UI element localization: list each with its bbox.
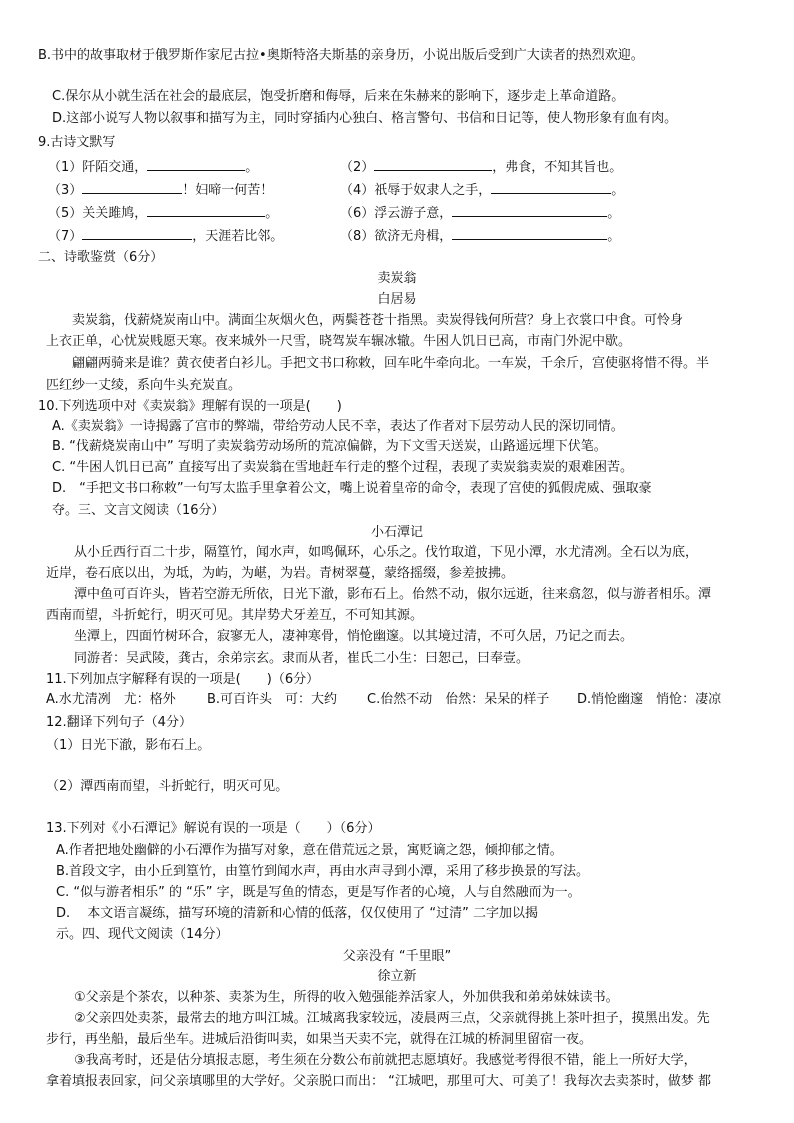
q8-option-d: D.这部小说写人物以叙事和描写为主，同时穿插内心独白、格言警句、书信和日记等，使人物形象有血有肉。 [52,111,678,126]
q13-stem: 13.下列对《小石潭记》解说有误的一项是（ ）（6分） [46,821,381,836]
q10-option-c: C. “牛困人饥日已高” 直接写出了卖炭翁在雪地赶车行走的整个过程，表现了卖炭翁卖炭的艰难困苦。 [52,460,633,475]
q11-option-c: C.佁然不动 佁然：呆呆的样子 [367,692,550,707]
modern-title: 父亲没有 “千里眼” [342,949,452,964]
q8-option-b: B.书中的故事取材于俄罗斯作家尼古拉•奥斯特洛夫斯基的亲身历，小说出版后受到广大读者的热烈欢迎。 [38,48,644,63]
q13-option-d-cont: 示。四、现代文阅读（14分） [56,927,229,942]
poem-line: 卖炭翁，伐薪烧炭南山中。满面尘灰烟火色，两鬓苍苍十指黑。卖炭得钱何所营？身上衣裳口中食。可怜身 [72,313,684,328]
q9-item-8: （8）欲济无舟楫， 。 [340,226,620,246]
q11-option-b: B.可百许头 可：大约 [207,692,338,707]
section-heading: 二、诗歌鉴赏（6分） [38,250,164,265]
poem-author: 白居易 [377,292,417,307]
modern-line: ③我高考时，还是估分填报志愿，考生须在分数公布前就把志愿填好。我感觉考得很不错，能上一所好大学， [74,1053,697,1068]
q9-item-2: （2） ，弗食，不知其旨也。 [340,157,622,177]
q9-item-7: （7） ，天涯若比邻。 [48,226,283,246]
q10-option-b: B. “伐薪烧炭南山中” 写明了卖炭翁劳动场所的荒凉偏僻，为下文雪天送炭，山路遥远埋下伏笔。 [52,439,607,454]
modern-author: 徐立新 [377,969,417,984]
q9-title: 9.古诗文默写 [38,135,116,150]
q11-option-d: D.悄怆幽邃 悄怆：凄凉 [577,692,722,707]
essay-title: 小石潭记 [370,525,423,540]
q12-sentence-2: （2）潭西南而望，斗折蛇行，明灭可见。 [46,779,289,794]
q11-option-a: A.水尤清冽 尤：格外 [46,692,176,707]
modern-line: 步行，再坐船，最后坐车。进城后沿街叫卖，如果当天卖不完，就得在江城的桥洞里留宿一夜。 [46,1032,593,1047]
modern-line: 拿着填报表回家，问父亲填哪里的大学好。父亲脱口而出： “江城吧，那里可大、可美了！我每次去卖茶时，做梦 都 [46,1074,712,1089]
answer-blank[interactable] [147,203,265,217]
modern-line: ①父亲是个茶农，以种茶、卖茶为生，所得的收入勉强能养活家人，外加供我和弟弟妹妹读书。 [74,990,619,1005]
answer-blank[interactable] [82,226,192,240]
essay-line: 从小丘西行百二十步，隔篁竹，闻水声，如鸣佩环，心乐之。伐竹取道，下见小潭，水尤清冽。全石以为底， [74,545,699,560]
q9-item-1: （1）阡陌交通， 。 [48,157,258,177]
q9-item-5: （5）关关雎鸠， 。 [48,203,278,223]
q9-item-6: （6）浮云游子意， 。 [340,203,620,223]
q12-sentence-1: （1）日光下澈，影布石上。 [46,738,211,753]
q11-stem: 11.下列加点字解释有误的一项是( )（6分） [46,672,320,687]
answer-blank[interactable] [491,180,611,194]
q9-item-4: （4）祇辱于奴隶人之手， 。 [340,180,624,200]
q8-option-c: C.保尔从小就生活在社会的最底层，饱受折磨和侮辱，后来在朱赫来的影响下，逐步走上革命道路。 [52,89,625,104]
essay-line: 近岸，卷石底以出，为坻，为屿，为嵁，为岩。青树翠蔓，蒙络摇缀，参差披拂。 [46,566,515,581]
q10-option-a: A.《卖炭翁》一诗揭露了宫市的弊端，带给劳动人民不幸，表达了作者对下层劳动人民的深切同情。 [52,419,624,434]
answer-blank[interactable] [374,157,492,171]
q13-option-c: C. “似与游者相乐” 的 “乐” 字，既是写鱼的情态，更是写作者的心境，人与自然融而为一。 [56,885,581,900]
answer-blank[interactable] [452,226,607,240]
q10-option-d-cont: 夺。三、文言文阅读（16分） [52,503,225,518]
poem-title: 卖炭翁 [377,271,417,286]
q13-option-d: D. 本文语言凝练，描写环境的清新和心情的低落，仅仅使用了 “过清” 二字加以揭 [56,906,539,921]
essay-line: 同游者：吴武陵，龚古，余弟宗玄。隶而从者，崔氏二小生：曰恕己，曰奉壹。 [74,651,530,666]
modern-line: ②父亲四处卖茶，最常去的地方叫江城。江城离我家较远，凌晨两三点，父亲就得挑上茶叶担子，摸黑出发。先 [74,1011,710,1026]
poem-line: 翩翩两骑来是谁？黄衣使者白衫儿。手把文书口称敕，回车叱牛牵向北。一车炭，千余斤，宫使驱将惜不得。半 [72,356,710,371]
essay-line: 西南而望，斗折蛇行，明灭可见。其岸势犬牙差互，不可知其源。 [46,608,424,623]
poem-line: 上衣正单，心忧炭贱愿天寒。夜来城外一尺雪，晓驾炭车辗冰辙。牛困人饥日已高，市南门外泥中歇。 [46,334,632,349]
q10-option-d: D. “手把文书口称敕”一句写太监手里拿着公文，嘴上说着皇帝的命令，表现了宫使的狐假虎威、强取豪 [52,481,652,496]
answer-blank[interactable] [147,157,245,171]
q13-option-a: A.作者把地处幽僻的小石潭作为描写对象，意在借荒远之景，寓贬谪之怨，倾抑郁之情。 [56,843,563,858]
essay-line: 潭中鱼可百许头，皆若空游无所依，日光下澈，影布石上。佁然不动，俶尔远逝，往来翕忽，似与游者相乐。潭 [74,587,712,602]
poem-line: 匹红纱一丈绫，系向牛头充炭直。 [46,378,242,393]
essay-line: 坐潭上，四面竹树环合，寂寥无人，凄神寒骨，悄怆幽邃。以其境过清，不可久居，乃记之而去。 [74,629,634,644]
answer-blank[interactable] [452,203,607,217]
answer-blank[interactable] [82,180,182,194]
q13-option-b: B.首段文字，由小丘到篁竹，由篁竹到闻水声，再由水声寻到小潭，采用了移步换景的写法。 [56,864,590,879]
q9-item-3: （3） ！妇啼一何苦！ [48,180,273,200]
q10-stem: 10.下列选项中对《卖炭翁》理解有误的一项是( ) [38,399,342,414]
q12-stem: 12.翻译下列句子（4分） [46,715,192,730]
